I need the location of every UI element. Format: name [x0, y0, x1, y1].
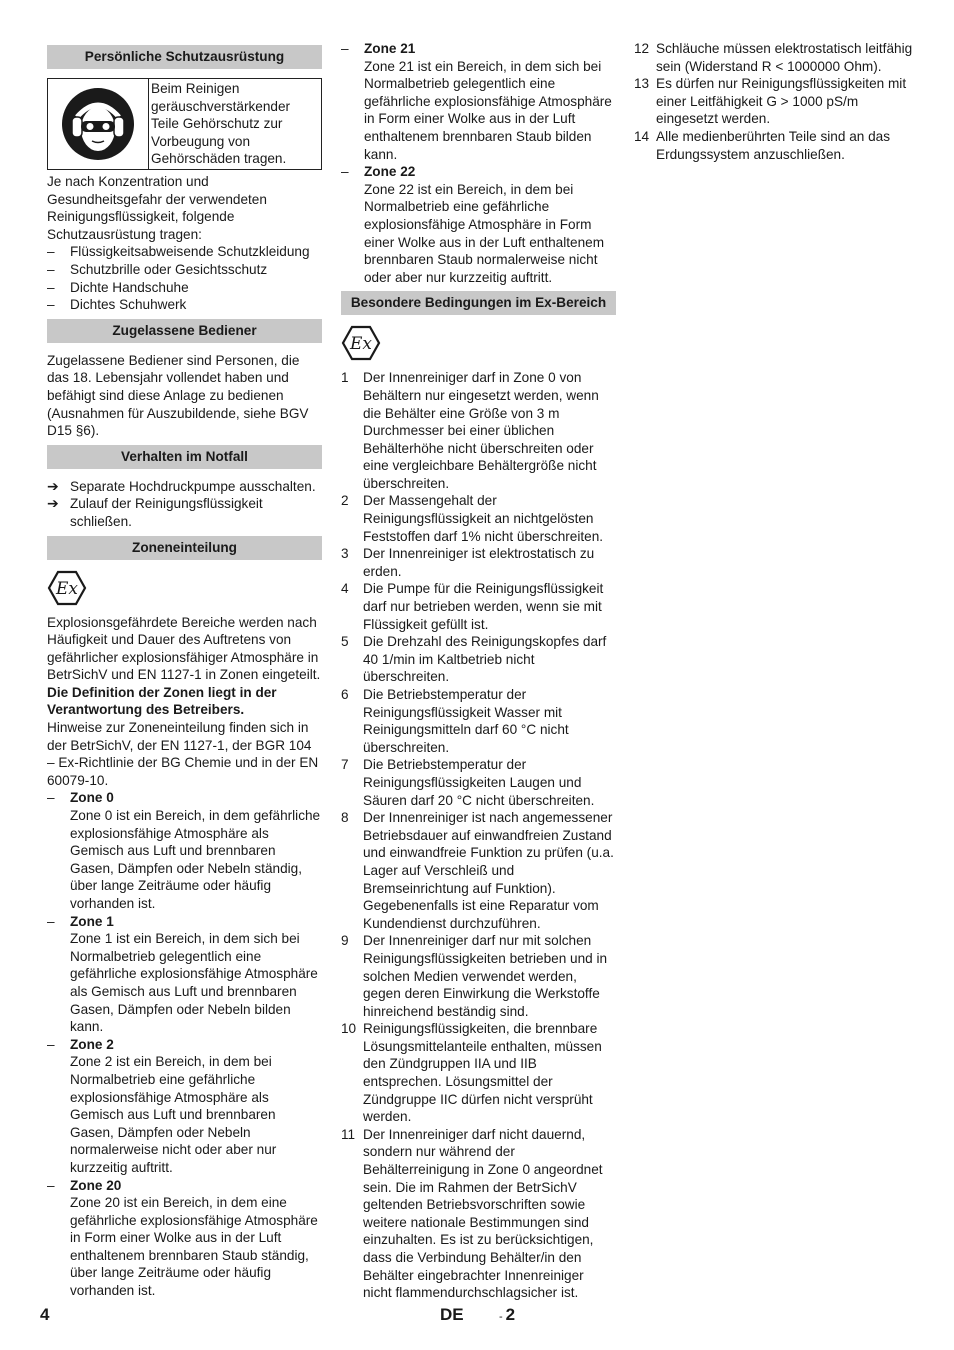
condition-item [341, 932, 616, 1020]
condition-number: 10 [341, 1021, 357, 1037]
ex-explosion-protection-icon [47, 570, 87, 606]
condition-text: Alle medienberührten Teile sind an das Erdungssystem anzuschließen. [656, 128, 891, 162]
condition-number: 8 [341, 810, 349, 826]
zone-text: Zone 0 ist ein Bereich, in dem gefährliche explosionsfähige Atmosphäre als Gemisch aus Luft und brennbaren Gasen, Dämpfen oder Nebeln ständig, über lange Zeiträume oder häufig vorhanden ist. [70, 808, 321, 911]
condition-item [634, 40, 914, 75]
zone-text: Zone 22 ist ein Bereich, in dem bei Normalbetrieb eine gefährliche explosionsfähige Atmosphäre in Form einer Wolke aus in der Luft enthaltenem brennbaren Staub normalerweise nicht oder aber nur kurzzeitig auftritt. [364, 181, 605, 285]
emergency-heading: Verhalten im Notfall [47, 445, 322, 469]
ppe-notice-box [47, 78, 322, 170]
zone-text: Zone 2 ist ein Bereich, in dem bei Normalbetrieb eine gefährliche explosionsfähige Atmosphäre als Gemisch aus Luft und brennbaren Gasen, Dämpfen oder Nebeln normalerweise nicht oder aber nur kurzzeitig auftritt. [70, 1054, 277, 1175]
zones-heading: Zoneneinteilung [47, 536, 322, 560]
condition-number: 7 [341, 757, 349, 773]
operators-text: Zugelassene Bediener sind Personen, die das 18. Lebensjahr vollendet haben und befähigt sind diese Anlage zu bedienen (Ausnahmen für Auszubildende, siehe BGV D15 §6). [47, 352, 309, 439]
conditions-list-continued [634, 40, 914, 163]
emergency-item-text: Zulauf der Reinigungsflüssigkeit schließen. [70, 496, 263, 529]
condition-item [341, 633, 616, 686]
condition-item [341, 1020, 616, 1126]
condition-number: 2 [341, 493, 349, 509]
column-3 [634, 40, 914, 163]
zones-hint: Hinweise zur Zoneneinteilung finden sich in der BetrSichV, der EN 1127-1, der BGR 104 – Ex-Richtlinie der BG Chemie und in der EN 60079-10. [47, 720, 319, 788]
condition-text: Der Innenreiniger ist nach angemessener Betriebsdauer auf einwandfreien Zustand und einwandfreie Funktion zu prüfen (u.a. Lager auf Verschleiß und Bremseinrichtung auf Funktion). Gegebenenfalls ist eine Reparatur vom Kundendienst durchzuführen. [363, 810, 614, 931]
condition-text: Der Innenreiniger darf nicht dauernd, sondern nur während der Behälterreinigung in Zone 0 angeordnet sein. Die im Rahmen der BetrSichV geltenden Betriebsvorschriften sowie weitere nationale Bestimmungen sind einzuhalten. Es ist zu berücksichtigen, dass die Verbindung Behälter/in den Behälter eingebrachter Innenreiniger nicht flammendurchschlagsicher ist. [363, 1126, 603, 1301]
zone-entry [341, 40, 616, 163]
zone-entry [47, 1177, 322, 1300]
ex-explosion-protection-icon [341, 325, 381, 361]
zones-intro: Explosionsgefährdete Bereiche werden nach Häufigkeit und Dauer des Auftretens von gefährlicher explosionsfähiger Atmosphäre in BetrSichV und EN 1127-1 in Zonen eingeteilt. [47, 614, 321, 683]
zone-title: – Zone 20 [70, 1177, 122, 1193]
condition-text: Die Betriebstemperatur der Reinigungsflüssigkeiten Laugen und Säuren darf 20 °C nicht überschreiten. [363, 757, 595, 808]
arrow-right-icon: ➔ [47, 495, 59, 512]
language-code: DE [440, 1305, 464, 1324]
ppe-item: – Schutzbrille oder Gesichtsschutz [47, 261, 322, 279]
condition-number: 13 [634, 76, 650, 92]
condition-item [341, 492, 616, 545]
page-dash: - [499, 1311, 503, 1323]
condition-text: Es dürfen nur Reinigungsflüssigkeiten mit einer Leitfähigkeit G > 1000 pS/m eingesetzt werden. [656, 76, 907, 127]
condition-number: 1 [341, 370, 349, 386]
condition-item [634, 128, 914, 163]
zones-responsibility: Die Definition der Zonen liegt in der Verantwortung des Betreibers. [47, 684, 277, 718]
zone-title: – Zone 2 [70, 1036, 114, 1052]
condition-number: 9 [341, 933, 349, 949]
condition-number: 14 [634, 128, 650, 144]
condition-text: Die Betriebstemperatur der Reinigungsflüssigkeit Wasser mit Reinigungsmitteln darf 60 °C nicht überschreiten. [363, 687, 569, 755]
zone-title: – Zone 0 [70, 790, 114, 806]
ppe-box-text: Beim Reinigen geräuschverstärkender Teile Gehörschutz zur Vorbeugung von Gehörschäden tragen. [151, 81, 291, 167]
ppe-item: – Dichtes Schuhwerk [47, 296, 322, 314]
zone-entry [47, 1036, 322, 1177]
condition-item [341, 580, 616, 633]
ppe-intro: Je nach Konzentration und Gesundheitsgefahr der verwendeten Reinigungsflüssigkeit, folgende Schutzausrüstung tragen: [47, 174, 267, 242]
condition-text: Der Massengehalt der Reinigungsflüssigkeit an nichtgelösten Feststoffen darf 1% nicht überschreiten. [363, 493, 604, 544]
condition-text: Schläuche müssen elektrostatisch leitfähig sein (Widerstand R < 1000000 Ohm). [656, 41, 913, 74]
operators-heading: Zugelassene Bediener [47, 319, 322, 343]
conditions-heading: Besondere Bedingungen im Ex-Bereich [341, 291, 616, 315]
zone-title: – Zone 21 [364, 41, 416, 56]
zone-entry [47, 789, 322, 912]
column-2 [341, 40, 616, 1302]
condition-text: Der Innenreiniger darf nur mit solchen Reinigungsflüssigkeiten betrieben und in solchen Medien verwendet werden, gegen deren Einwirkung die Werkstoffe hinreichend beständig sind. [363, 933, 608, 1019]
zone-text: Zone 20 ist ein Bereich, in dem eine gefährliche explosionsfähige Atmosphäre in Form einer Wolke aus in der Luft enthaltenem brennbaren Staub ständig, über lange Zeiträume oder häufig vorhanden ist. [70, 1195, 318, 1299]
zone-entry [341, 163, 616, 286]
emergency-item-text: Separate Hochdruckpumpe ausschalten. [70, 478, 316, 494]
page-number-right [499, 1306, 515, 1327]
condition-item [341, 545, 616, 580]
emergency-item [47, 478, 322, 496]
svg-text:Ex: Ex [350, 334, 372, 355]
condition-number: 11 [341, 1126, 356, 1142]
conditions-list [341, 369, 616, 1301]
condition-item [634, 75, 914, 128]
ppe-item: – Flüssigkeitsabweisende Schutzkleidung [47, 243, 322, 261]
condition-number: 3 [341, 546, 349, 562]
zone-entry [47, 913, 322, 1036]
condition-number: 4 [341, 581, 349, 597]
condition-number: 12 [634, 41, 650, 56]
zone-text: Zone 1 ist ein Bereich, in dem sich bei Normalbetrieb gelegentlich eine gefährliche explosionsfähige Atmosphäre als Gemisch aus Luft und brennbaren Gasen, Dämpfen oder Nebeln bilden kann. [70, 931, 318, 1035]
ppe-item: – Dichte Handschuhe [47, 279, 322, 297]
zone-title: – Zone 22 [364, 164, 416, 180]
zone-title: – Zone 1 [70, 913, 114, 929]
condition-text: Reinigungsflüssigkeiten, die brennbare Lösungsmittelanteile enthalten, müssen den Zündgruppen IIA und IIB entsprechen. Lösungsmittel der Zündgruppe IIC dürfen nicht versprüht werden. [363, 1021, 602, 1125]
condition-number: 6 [341, 687, 349, 702]
ppe-heading: Persönliche Schutzausrüstung [47, 45, 322, 69]
emergency-item [47, 495, 322, 530]
page-number-left: 4 [40, 1305, 50, 1324]
condition-item [341, 1126, 616, 1302]
svg-text:Ex: Ex [56, 578, 78, 599]
condition-number: 5 [341, 634, 349, 650]
zone-text: Zone 21 ist ein Bereich, in dem sich bei Normalbetrieb gelegentlich eine gefährliche explosionsfähige Atmosphäre in Form einer Wolke aus in der Luft enthaltenem brennbaren Staub bilden kann. [364, 58, 612, 162]
page-number: 2 [505, 1305, 516, 1324]
condition-item [341, 369, 616, 492]
condition-text: Der Innenreiniger ist elektrostatisch zu erden. [363, 546, 595, 579]
condition-item [341, 809, 616, 932]
ear-and-eye-protection-mandatory-icon [48, 79, 149, 169]
condition-text: Der Innenreiniger darf in Zone 0 von Behältern nur eingesetzt werden, wenn die Behälter eine Größe von 3 m Durchmesser bei einer üblichen Behälterhöhe nicht überschreiten oder eine vergleichbare Behältergröße nicht überschreiten. [363, 370, 599, 491]
column-1 [47, 40, 322, 1300]
condition-text: Die Pumpe für die Reinigungsflüssigkeit darf nur betrieben werden, wenn sie mit Flüssigkeit gefüllt ist. [363, 581, 604, 632]
condition-text: Die Drehzahl des Reinigungskopfes darf 40 1/min im Kaltbetrieb nicht überschreiten. [363, 634, 607, 685]
arrow-right-icon: ➔ [47, 477, 59, 494]
condition-item [341, 686, 616, 756]
condition-item [341, 756, 616, 809]
